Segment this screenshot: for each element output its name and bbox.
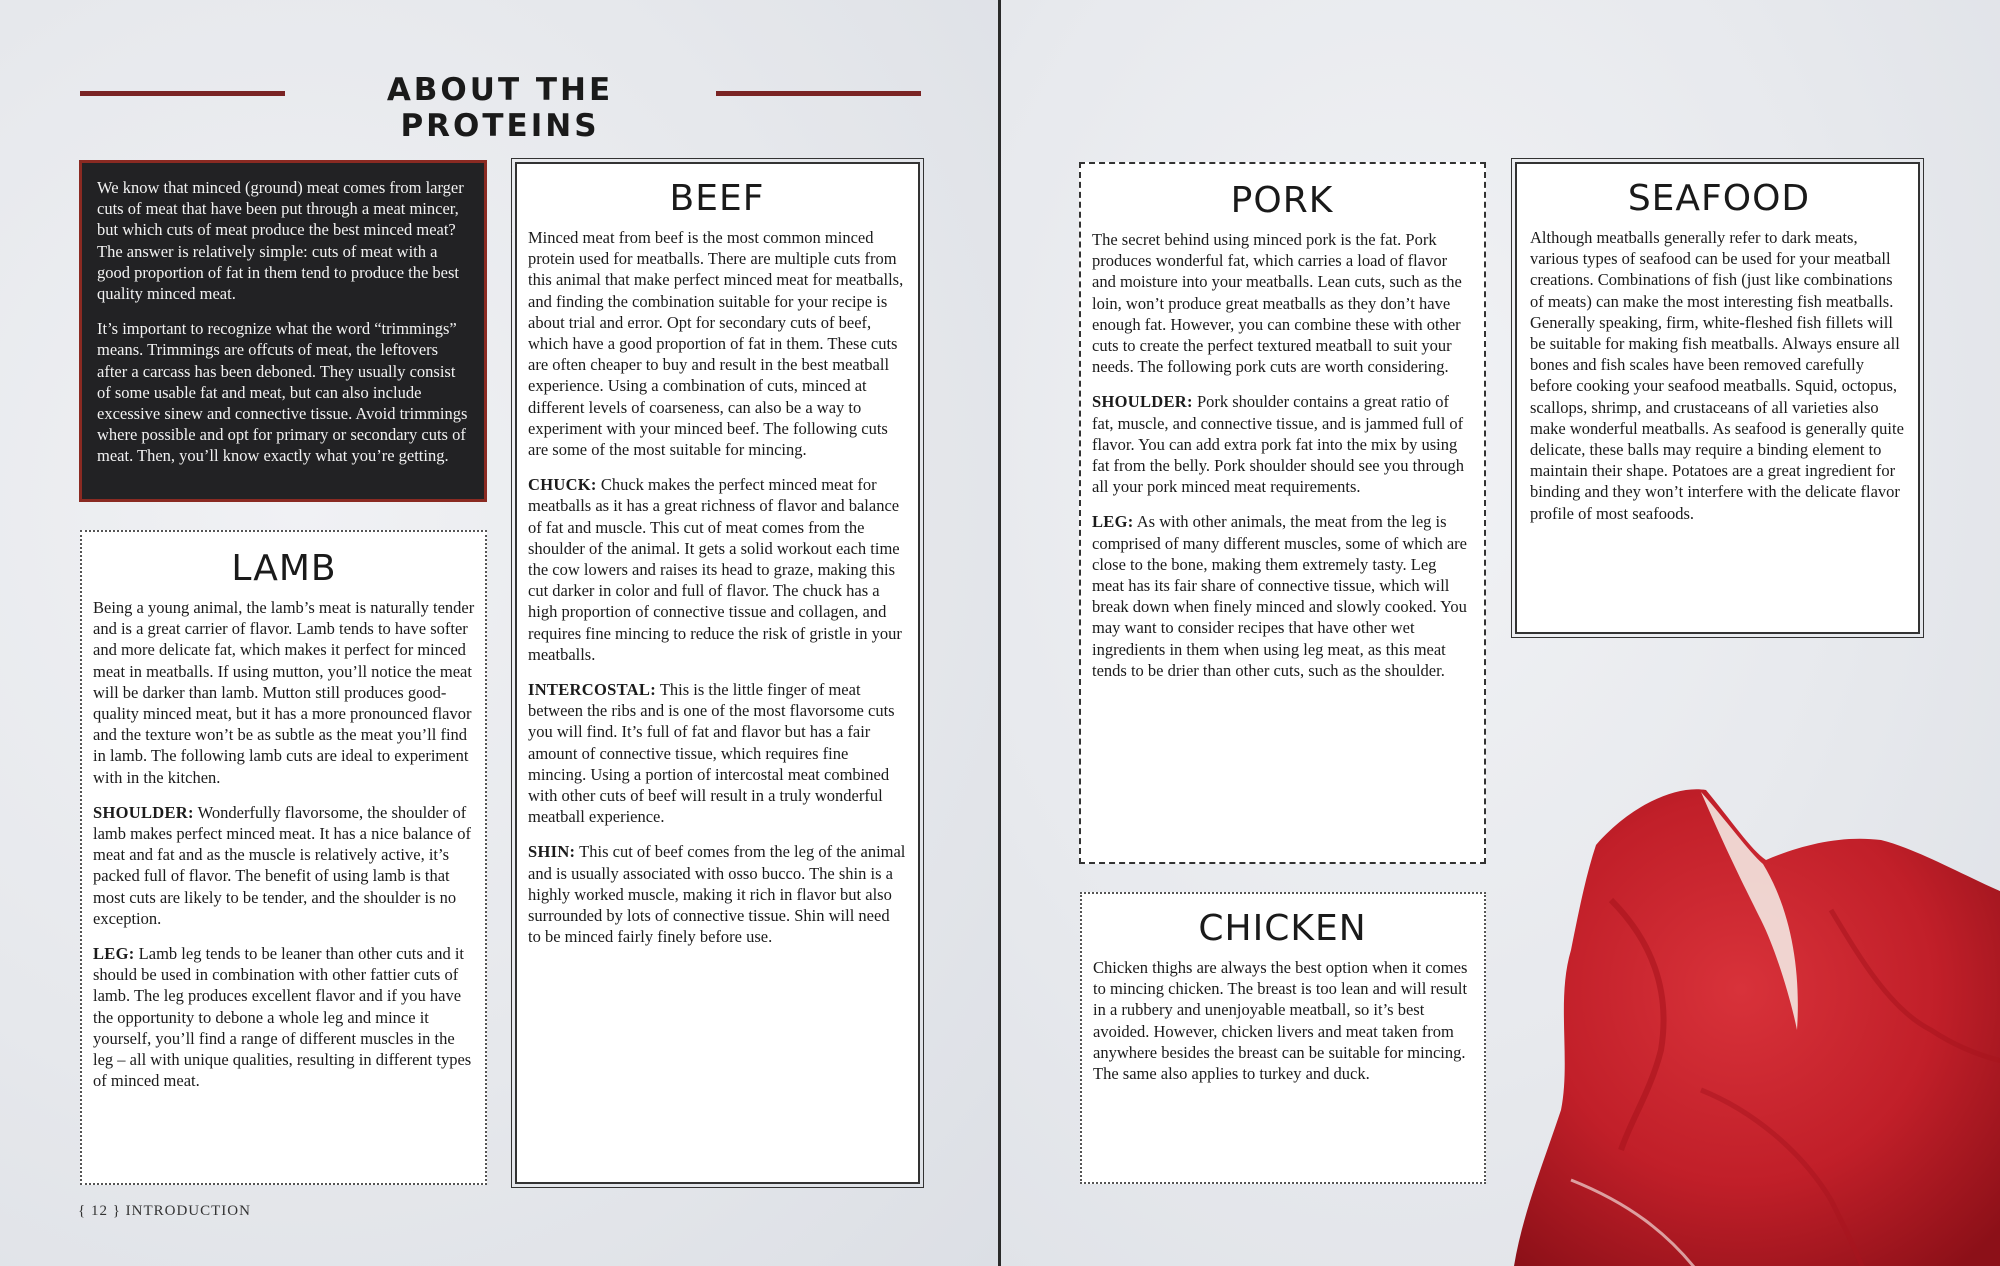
pork-cut-shoulder-text: Pork shoulder contains a great ratio of fat, muscle, and connective tissue, and is jammed full of flavor. You can add extra pork fat into the mix by using fat from the belly. Pork shoulder should see you through all your pork minced meat requirements. bbox=[1092, 392, 1464, 497]
lamb-heading: LAMB bbox=[231, 548, 337, 589]
seafood-body: Although meatballs generally refer to dark meats, various types of seafood can be used for your meatball creations. Combinations of fish (just like combinations of meats) can make the most interesting fish meatballs. Generally speaking, firm, white-fleshed fish fillets will be suitable for making fish meatballs. Always ensure all bones and fish scales have been removed carefully before cooking your seafood meatballs. Squid, octopus, scallops, shrimp, and crustaceans of all varieties also make wonderful meatballs. As seafood is generally quite delicate, these balls may require a binding element to maintain their shape. Potatoes are a great ingredient for binding and they won’t interfere with the delicate flavor profile of most seafoods. bbox=[1530, 228, 1904, 523]
left-page bbox=[0, 0, 999, 1266]
pork-cut-leg-text: As with other animals, the meat from the leg is comprised of many different muscles, some of which are close to the bone, making them extremely tasty. Leg meat has its fair share of connective tissue, which will break down when finely minced and slowly cooked. You may want to consider recipes that have other wet ingredients in them when using leg meat, as this meat tends to be drier than other cuts, such as the shoulder. bbox=[1092, 512, 1467, 680]
beef-cut-intercostal-text: This is the little finger of meat between the ribs and is one of the most flavorsome cuts you will find. It’s full of fat and flavor but has a fair amount of connective tissue, which requires fine mincing. Using a portion of intercostal meat combined with other cuts of beef will result in a truly wonderful meatball experience. bbox=[528, 680, 895, 827]
title-rule-right bbox=[716, 91, 921, 96]
pork-box bbox=[1079, 162, 1486, 864]
pork-cut-leg bbox=[1092, 511, 1472, 681]
chicken-box bbox=[1080, 892, 1486, 1184]
pork-heading: PORK bbox=[1230, 180, 1334, 221]
pork-cut-shoulder-label: SHOULDER: bbox=[1092, 392, 1193, 412]
lamb-cut-leg bbox=[93, 943, 475, 1091]
lamb-cut-leg-label: LEG: bbox=[93, 944, 135, 964]
beef-box bbox=[515, 162, 920, 1184]
beef-cut-intercostal bbox=[528, 679, 906, 827]
lamb-intro: Being a young animal, the lamb’s meat is naturally tender and is a great carrier of flavor. Lamb tends to have softer and more delicate fat, which makes it perfect for minced meat in meatballs. If using mutton, you’ll notice the meat will be darker than lamb. Mutton still produces good-quality minced meat, but it has a more pronounced flavor and the texture won’t be as subtle as the meat you’ll find in lamb. The following lamb cuts are ideal to experiment with in the kitchen. bbox=[93, 598, 475, 787]
seafood-box bbox=[1515, 162, 1920, 634]
title-rule-left bbox=[80, 91, 285, 96]
beef-cut-chuck-text: Chuck makes the perfect minced meat for meatballs as it has a great richness of flavor and balance of fat and muscle. This cut of meat comes from the shoulder of the animal. It gets a solid workout each time the cow lowers and raises its head to graze, making this cut darker in color and full of flavor. The chuck has a high proportion of connective tissue and collagen, and requires fine mincing to reduce the risk of gristle in your meatballs. bbox=[528, 475, 902, 664]
lamb-box bbox=[80, 530, 487, 1185]
beef-cut-chuck bbox=[528, 474, 906, 665]
intro-box bbox=[79, 160, 487, 502]
beef-cut-chuck-label: CHUCK: bbox=[528, 475, 597, 495]
right-page bbox=[1001, 0, 2000, 1266]
lamb-cut-shoulder-label: SHOULDER: bbox=[93, 802, 194, 822]
page-folio: { 12 } INTRODUCTION bbox=[78, 1203, 251, 1219]
lamb-cut-leg-text: Lamb leg tends to be leaner than other cuts and it should be used in combination with other fattier cuts of lamb. The leg produces excellent flavor and if you have the opportunity to debone a whole leg and mince it yourself, you’ll find a range of different muscles in the leg – all with unique qualities, resulting in different types of minced meat. bbox=[93, 944, 472, 1091]
page-title: ABOUT THE PROTEINS bbox=[386, 72, 614, 144]
chicken-heading: CHICKEN bbox=[1198, 908, 1367, 949]
chicken-body: Chicken thighs are always the best option when it comes to mincing chicken. The breast is too lean and will result in a rubbery and unenjoyable meatball, so it’s best avoided. However, chicken livers and meat taken from anywhere besides the breast can be suitable for mincing. The same also applies to turkey and duck. bbox=[1093, 958, 1468, 1084]
beef-cut-shin-text: This cut of beef comes from the leg of the animal and is usually associated with osso bucco. The shin is a highly worked muscle, making it rich in flavor but also surrounded by lots of connective tissue. Shin will need to be minced fairly finely before use. bbox=[528, 842, 906, 947]
lamb-cut-shoulder-text: Wonderfully flavorsome, the shoulder of lamb makes perfect minced meat. It has a nice balance of meat and fat and as the muscle is relatively active, it’s packed full of flavor. The benefit of using lamb is that most cuts are likely to be tender, and the shoulder is no exception. bbox=[93, 802, 471, 928]
beef-intro: Minced meat from beef is the most common minced protein used for meatballs. There are multiple cuts from this animal that make perfect minced meat for meatballs, and finding the combination suitable for your recipe is about trial and error. Opt for secondary cuts of beef, which have a good proportion of fat in them. These cuts are often cheaper to buy and result in the best meatball experience. Using a combination of cuts, minced at different levels of coarseness, can also be a way to experiment with your minced beef. The following cuts are some of the most suitable for mincing. bbox=[528, 228, 904, 460]
beef-heading: BEEF bbox=[669, 178, 765, 219]
beef-cut-intercostal-label: INTERCOSTAL: bbox=[528, 680, 656, 700]
lamb-cut-shoulder bbox=[93, 802, 475, 929]
intro-paragraph-1: We know that minced (ground) meat comes from larger cuts of meat that have been put through a meat mincer, but which cuts of meat produce the best minced meat? The answer is relatively simple: cuts of meat with a good proportion of fat in them tend to produce the best quality minced meat. bbox=[97, 178, 464, 304]
pork-intro: The secret behind using minced pork is the fat. Pork produces wonderful fat, which carries a load of flavor and moisture into your meatballs. Lean cuts, such as the loin, won’t produce great meatballs as they don’t have enough fat. However, you can combine these with other cuts to create the perfect textured meatball to suit your needs. The following pork cuts are worth considering. bbox=[1092, 230, 1462, 377]
beef-cut-shin-label: SHIN: bbox=[528, 842, 576, 862]
pork-cut-shoulder bbox=[1092, 391, 1472, 497]
raw-beef-image bbox=[1501, 730, 2000, 1266]
pork-cut-leg-label: LEG: bbox=[1092, 512, 1134, 532]
beef-cut-shin bbox=[528, 841, 906, 947]
seafood-heading: SEAFOOD bbox=[1627, 178, 1811, 219]
intro-paragraph-2: It’s important to recognize what the word “trimmings” means. Trimmings are offcuts of meat, the leftovers after a carcass has been deboned. They usually consist of some usable fat and meat, but can also include excessive sinew and connective tissue. Avoid trimmings where possible and opt for primary or secondary cuts of meat. Then, you’ll know exactly what you’re getting. bbox=[97, 319, 468, 466]
